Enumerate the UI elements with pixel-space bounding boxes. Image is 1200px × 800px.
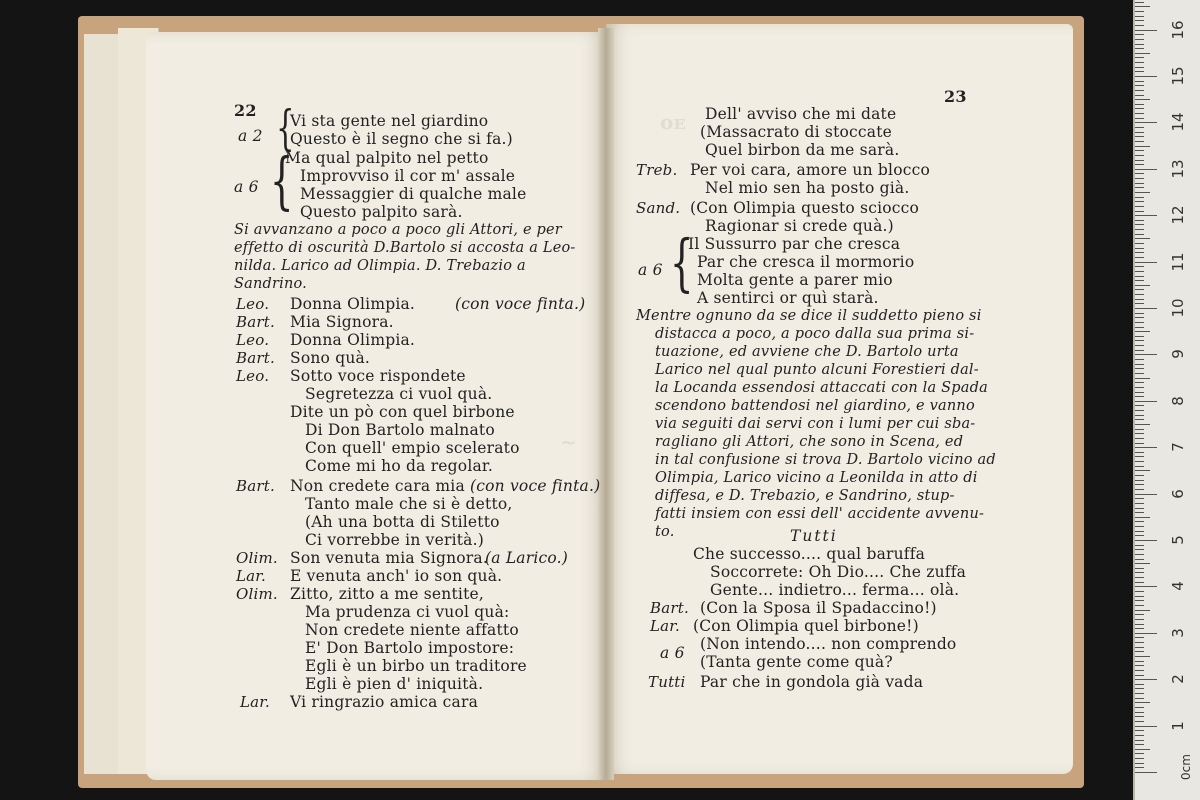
ruler-number: 11 [1169, 252, 1187, 272]
ruler-tick [1135, 605, 1144, 606]
speaker-label: Leo. [236, 367, 270, 385]
ruler-number: 1 [1169, 720, 1187, 731]
ruler-tick [1135, 670, 1144, 671]
verse-line: Par che cresca il mormorio [697, 253, 915, 271]
ruler-tick [1135, 503, 1144, 504]
ruler-tick [1135, 354, 1157, 355]
stage-direction: (a Larico.) [485, 549, 569, 567]
ruler-tick [1135, 178, 1144, 179]
ruler-tick [1135, 289, 1144, 290]
ruler-tick [1135, 642, 1144, 643]
ruler-tick [1135, 396, 1144, 397]
verse-line: E venuta anch' io son quà. [290, 567, 503, 585]
ruler-tick [1135, 30, 1157, 31]
ruler-tick [1135, 364, 1144, 365]
ruler-tick [1135, 266, 1144, 267]
verse-line: Segretezza ci vuol quà. [305, 385, 493, 403]
ruler-tick [1135, 327, 1144, 328]
ruler-number: 13 [1169, 159, 1187, 179]
ruler-unit-label: 0cm [1178, 754, 1193, 780]
ruler-tick [1135, 76, 1157, 77]
ruler-tick [1135, 763, 1144, 764]
ruler-tick [1135, 419, 1144, 420]
bleed-through-mark: ᴏᴇ [660, 110, 686, 134]
ruler-number: 16 [1169, 20, 1187, 40]
ruler-tick [1135, 688, 1144, 689]
ruler-tick [1135, 600, 1144, 601]
ruler-tick [1135, 16, 1144, 17]
ruler-tick [1135, 252, 1144, 253]
ruler-tick [1135, 494, 1157, 495]
ruler-tick [1135, 229, 1144, 230]
ruler-tick [1135, 146, 1150, 147]
ruler-tick [1135, 220, 1144, 221]
verse-line: Ma prudenza ci vuol quà: [305, 603, 510, 621]
ensemble-marker: a 6 [660, 644, 685, 662]
verse-line: Messaggier di qualche male [300, 185, 527, 203]
speaker-label: Lar. [650, 617, 680, 635]
verse-line: Ma qual palpito nel petto [285, 149, 489, 167]
verse-line: Vi ringrazio amica cara [290, 693, 479, 711]
ruler-tick [1135, 470, 1150, 471]
stage-direction: tuazione, ed avviene che D. Bartolo urta [655, 344, 959, 360]
verse-line: Donna Olimpia. [290, 295, 416, 313]
ruler-tick [1135, 127, 1144, 128]
ruler-tick [1135, 262, 1157, 263]
ruler-tick [1135, 614, 1144, 615]
speaker-label: Bart. [650, 599, 689, 617]
ruler-tick [1135, 303, 1144, 304]
ruler-tick [1135, 150, 1144, 151]
ruler-tick [1135, 136, 1144, 137]
ruler-tick [1135, 749, 1150, 750]
ruler-tick [1135, 173, 1144, 174]
ruler-tick [1135, 628, 1144, 629]
ruler-tick [1135, 456, 1144, 457]
ruler-number: 10 [1169, 298, 1187, 318]
ruler-tick [1135, 317, 1144, 318]
verse-line: Nel mio sen ha posto già. [705, 179, 910, 197]
ruler-tick [1135, 340, 1144, 341]
ruler-tick [1135, 619, 1144, 620]
verse-line: Gente... indietro... ferma... olà. [710, 581, 960, 599]
ruler-tick [1135, 415, 1144, 416]
ruler-tick [1135, 647, 1144, 648]
ruler-tick [1135, 559, 1144, 560]
ruler-tick [1135, 206, 1144, 207]
ruler-tick [1135, 637, 1144, 638]
verse-line: Vi sta gente nel giardino [290, 112, 489, 130]
verse-line: Questo è il segno che si fa.) [290, 130, 513, 148]
ensemble-marker: a 6 [234, 178, 259, 196]
ruler-tick [1135, 535, 1144, 536]
ensemble-marker: a 2 [238, 127, 263, 145]
ruler-tick [1135, 11, 1144, 12]
ruler-tick [1135, 67, 1144, 68]
ruler-tick [1135, 466, 1144, 467]
ruler-tick [1135, 187, 1144, 188]
verse-line: Donna Olimpia. [290, 331, 416, 349]
ruler-tick [1135, 767, 1144, 768]
ruler-tick [1135, 433, 1144, 434]
ruler-tick [1135, 85, 1144, 86]
ruler-tick [1135, 57, 1144, 58]
ruler-tick [1135, 271, 1144, 272]
ruler-tick [1135, 721, 1144, 722]
ruler-number: 12 [1169, 205, 1187, 225]
verse-line: Che successo.... qual baruffa [693, 545, 926, 563]
ruler-tick [1135, 707, 1144, 708]
ruler-tick [1135, 197, 1144, 198]
ruler-tick [1135, 489, 1144, 490]
stage-direction: distacca a poco, a poco dalla sua prima si- [655, 326, 975, 342]
ruler-tick [1135, 405, 1144, 406]
book-gutter [598, 28, 614, 780]
ruler-tick [1135, 280, 1144, 281]
ruler-tick [1135, 480, 1144, 481]
ruler-tick [1135, 401, 1157, 402]
ruler-tick [1135, 572, 1144, 573]
section-heading: Tutti [790, 527, 838, 545]
ruler-tick [1135, 118, 1144, 119]
ruler-tick [1135, 679, 1157, 680]
ruler-number: 3 [1169, 628, 1187, 638]
stage-direction: to. [655, 524, 675, 540]
ruler-tick [1135, 308, 1157, 309]
ruler-tick [1135, 596, 1144, 597]
ruler-number: 6 [1169, 488, 1187, 499]
ruler-tick [1135, 508, 1144, 509]
stage-direction: Mentre ognuno da se dice il suddetto pieno si [636, 308, 982, 324]
stage-direction: (con voce finta.) [470, 477, 601, 495]
ruler-tick [1135, 90, 1144, 91]
ruler-tick [1135, 665, 1144, 666]
ruler-tick [1135, 294, 1144, 295]
ruler-tick [1135, 429, 1144, 430]
verse-line: (Ah una botta di Stiletto [305, 513, 500, 531]
ruler-number: 14 [1169, 112, 1187, 132]
speaker-label: Lar. [236, 567, 266, 585]
ruler-tick [1135, 392, 1144, 393]
stage-direction: via seguiti dai servi con i lumi per cui sba- [655, 416, 976, 432]
verse-line: Tanto male che si è detto, [305, 495, 513, 513]
ruler-tick [1135, 772, 1157, 773]
stage-direction: in tal confusione si trova D. Bartolo vicino ad [655, 452, 996, 468]
ruler-tick [1135, 758, 1144, 759]
ruler-tick [1135, 53, 1150, 54]
ruler-tick [1135, 563, 1150, 564]
ruler-tick [1135, 656, 1150, 657]
ruler-tick [1135, 624, 1144, 625]
verse-line: Par che in gondola già vada [700, 673, 924, 691]
ruler-tick [1135, 234, 1144, 235]
ruler-tick [1135, 44, 1144, 45]
ruler-tick [1135, 350, 1144, 351]
speaker-label: Lar. [240, 693, 270, 711]
ruler-tick [1135, 113, 1144, 114]
verse-line: Per voi cara, amore un blocco [690, 161, 931, 179]
ruler-tick [1135, 160, 1144, 161]
verse-line: Dite un pò con quel birbone [290, 403, 515, 421]
ruler-tick [1135, 517, 1150, 518]
speaker-label: Olim. [236, 549, 278, 567]
ruler-tick [1135, 6, 1150, 7]
verse-line: Son venuta mia Signora. [290, 549, 488, 567]
stage-direction: Olimpia, Larico vicino a Leonilda in atto di [655, 470, 978, 486]
ruler-tick [1135, 684, 1144, 685]
stage-direction: Si avvanzano a poco a poco gli Attori, e per [234, 222, 562, 238]
brace-glyph: { [276, 100, 295, 156]
ruler-tick [1135, 257, 1144, 258]
ruler-tick [1135, 34, 1144, 35]
ruler-tick [1135, 215, 1157, 216]
speaker-label: Leo. [236, 295, 270, 313]
stage-direction: ragliano gli Attori, che sono in Scena, ed [655, 434, 964, 450]
ruler-tick [1135, 521, 1144, 522]
verse-line: Zitto, zitto a me sentite, [290, 585, 485, 603]
ruler-tick [1135, 20, 1144, 21]
ruler-tick [1135, 484, 1144, 485]
speaker-label: Olim. [236, 585, 278, 603]
page-number-right: 23 [944, 87, 967, 106]
speaker-label: Bart. [236, 477, 275, 495]
ruler-tick [1135, 568, 1144, 569]
verse-line: Il Sussurro par che cresca [688, 235, 901, 253]
ruler-number: 15 [1169, 66, 1187, 86]
ruler-tick [1135, 39, 1144, 40]
ruler-tick [1135, 447, 1157, 448]
bleed-through-mark: ~ [560, 430, 577, 454]
stage-direction: effetto di oscurità D.Bartolo si accosta a Leo- [234, 240, 576, 256]
verse-line: (Non intendo.... non comprendo [700, 635, 957, 653]
ruler-number: 8 [1169, 396, 1187, 406]
verse-line: E' Don Bartolo impostore: [305, 639, 515, 657]
ruler-tick [1135, 322, 1144, 323]
ruler-tick [1135, 753, 1144, 754]
ruler-tick [1135, 285, 1150, 286]
ruler-tick [1135, 526, 1144, 527]
page-number-left: 22 [234, 101, 257, 120]
ruler-tick [1135, 586, 1157, 587]
ruler-tick [1135, 582, 1144, 583]
ruler-tick [1135, 211, 1144, 212]
ruler-tick [1135, 95, 1144, 96]
ruler-number: 5 [1169, 535, 1187, 545]
ruler-tick [1135, 498, 1144, 499]
ruler-tick [1135, 475, 1144, 476]
ruler-tick [1135, 164, 1144, 165]
ruler-tick [1135, 438, 1144, 439]
ruler-tick [1135, 698, 1144, 699]
ruler-tick [1135, 25, 1144, 26]
ruler-tick [1135, 410, 1144, 411]
speaker-label: Bart. [236, 313, 275, 331]
ruler-tick [1135, 633, 1157, 634]
brace-glyph: { [269, 144, 294, 217]
verse-line: Con quell' empio scelerato [305, 439, 520, 457]
speaker-label: Sand. [636, 199, 681, 217]
ruler-tick [1135, 744, 1144, 745]
verse-line: Improvviso il cor m' assale [300, 167, 516, 185]
ruler-tick [1135, 345, 1144, 346]
stage-direction: fatti insiem con essi dell' accidente avvenu- [655, 506, 985, 522]
stage-direction: la Locanda essendosi attaccati con la Spada [655, 380, 988, 396]
verse-line: Questo palpito sarà. [300, 203, 463, 221]
speaker-label: Treb. [636, 161, 678, 179]
stage-direction: Sandrino. [234, 276, 307, 292]
verse-line: (Tanta gente come quà? [700, 653, 893, 671]
ruler-number: 2 [1169, 674, 1187, 684]
ruler-tick [1135, 141, 1144, 142]
ensemble-marker: a 6 [638, 261, 663, 279]
ruler-tick [1135, 132, 1144, 133]
ruler-tick [1135, 155, 1144, 156]
ruler-tick [1135, 192, 1150, 193]
ruler-tick [1135, 461, 1144, 462]
verse-line: Come mi ho da regolar. [305, 457, 493, 475]
ruler-number: 9 [1169, 349, 1187, 360]
ruler-tick [1135, 368, 1144, 369]
verse-line: Sono quà. [290, 349, 371, 367]
ruler-tick [1135, 424, 1150, 425]
speaker-label: Bart. [236, 349, 275, 367]
ruler-tick [1135, 122, 1157, 123]
verse-line: Mia Signora. [290, 313, 394, 331]
ruler-number: 4 [1169, 581, 1187, 592]
speaker-label: Tutti [648, 673, 686, 691]
ruler-tick [1135, 99, 1150, 100]
stage-direction: Larico nel qual punto alcuni Forestieri dal- [655, 362, 979, 378]
stage-direction: diffesa, e D. Trebazio, e Sandrino, stup- [655, 488, 955, 504]
ruler-tick [1135, 248, 1144, 249]
verse-line: (Con Olimpia quel birbone!) [693, 617, 919, 635]
ruler-tick [1135, 336, 1144, 337]
ruler-tick [1135, 224, 1144, 225]
ruler-tick [1135, 299, 1144, 300]
verse-line: Dell' avviso che mi date [705, 105, 897, 123]
ruler-tick [1135, 740, 1144, 741]
ruler-tick [1135, 276, 1144, 277]
ruler-tick [1135, 243, 1144, 244]
measuring-ruler [1133, 0, 1200, 800]
ruler-tick [1135, 452, 1144, 453]
speaker-label: Leo. [236, 331, 270, 349]
ruler-tick [1135, 549, 1144, 550]
ruler-tick [1135, 591, 1144, 592]
brace-glyph: { [669, 226, 694, 299]
ruler-tick [1135, 554, 1144, 555]
ruler-tick [1135, 238, 1150, 239]
ruler-tick [1135, 443, 1144, 444]
ruler-tick [1135, 702, 1150, 703]
ruler-tick [1135, 2, 1144, 3]
ruler-tick [1135, 651, 1144, 652]
ruler-tick [1135, 169, 1157, 170]
verse-line: Ragionar si crede quà.) [705, 217, 894, 235]
ruler-tick [1135, 531, 1144, 532]
ruler-tick [1135, 359, 1144, 360]
verse-line: Non credete cara mia [290, 477, 465, 495]
verse-line: Quel birbon da me sarà. [705, 141, 900, 159]
ruler-tick [1135, 730, 1144, 731]
ruler-tick [1135, 675, 1144, 676]
ruler-tick [1135, 512, 1144, 513]
verse-line: Egli è pien d' iniquità. [305, 675, 484, 693]
stage-direction: scendono battendosi nel giardino, e vanno [655, 398, 975, 414]
ruler-tick [1135, 71, 1144, 72]
verse-line: (Con la Sposa il Spadaccino!) [700, 599, 937, 617]
ruler-tick [1135, 540, 1157, 541]
ruler-tick [1135, 48, 1144, 49]
ruler-tick [1135, 313, 1144, 314]
verse-line: (Massacrato di stoccate [700, 123, 893, 141]
ruler-tick [1135, 382, 1144, 383]
verse-line: A sentirci or quì starà. [697, 289, 879, 307]
verse-line: Egli è un birbo un traditore [305, 657, 527, 675]
verse-line: Ci vorrebbe in verità.) [305, 531, 484, 549]
verse-line: Non credete niente affatto [305, 621, 519, 639]
stage-direction: (con voce finta.) [455, 295, 586, 313]
ruler-tick [1135, 545, 1144, 546]
verse-line: (Con Olimpia questo sciocco [690, 199, 920, 217]
ruler-number: 7 [1169, 442, 1187, 452]
ruler-tick [1135, 108, 1144, 109]
ruler-tick [1135, 104, 1144, 105]
ruler-tick [1135, 183, 1144, 184]
ruler-tick [1135, 62, 1144, 63]
ruler-tick [1135, 331, 1150, 332]
stage-direction: nilda. Larico ad Olimpia. D. Trebazio a [234, 258, 526, 274]
ruler-tick [1135, 716, 1144, 717]
verse-line: Soccorrete: Oh Dio.... Che zuffa [710, 563, 967, 581]
ruler-tick [1135, 712, 1144, 713]
ruler-tick [1135, 577, 1144, 578]
ruler-tick [1135, 610, 1150, 611]
ruler-tick [1135, 726, 1157, 727]
ruler-tick [1135, 81, 1144, 82]
ruler-tick [1135, 735, 1144, 736]
verse-line: Molta gente a parer mio [697, 271, 893, 289]
ruler-tick [1135, 661, 1144, 662]
ruler-tick [1135, 378, 1150, 379]
ruler-tick [1135, 373, 1144, 374]
verse-line: Di Don Bartolo malnato [305, 421, 495, 439]
ruler-tick [1135, 201, 1144, 202]
ruler-tick [1135, 387, 1144, 388]
ruler-tick [1135, 693, 1144, 694]
verse-line: Sotto voce rispondete [290, 367, 466, 385]
